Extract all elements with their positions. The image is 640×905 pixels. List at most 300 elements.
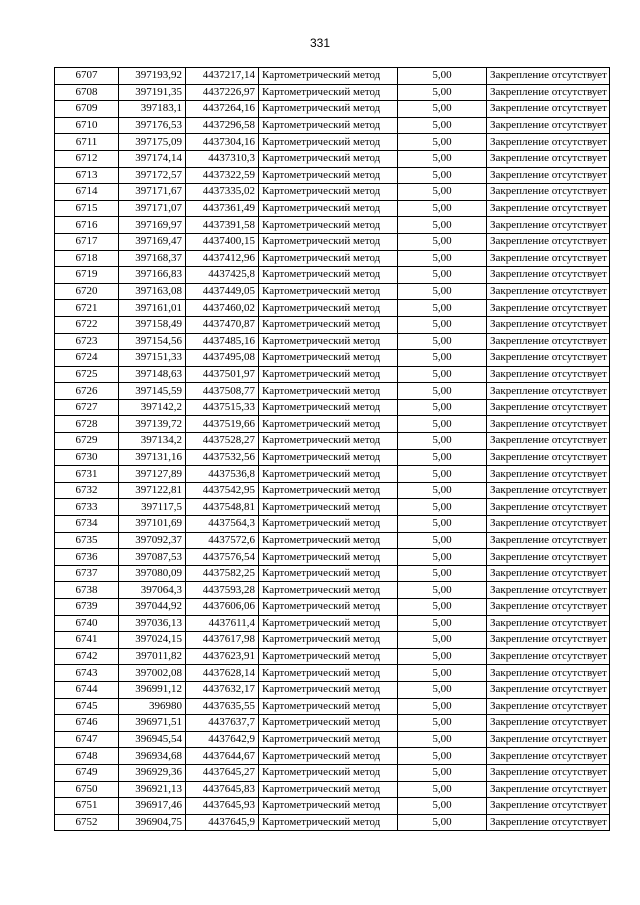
accuracy-cell: 5,00 [398, 731, 487, 748]
accuracy-cell: 5,00 [398, 565, 487, 582]
fixation-cell: Закрепление отсутствует [487, 565, 610, 582]
x-coordinate-cell: 397169,47 [119, 233, 186, 250]
method-cell: Картометрический метод [259, 781, 398, 798]
point-number-cell: 6725 [55, 366, 119, 383]
fixation-cell: Закрепление отсутствует [487, 748, 610, 765]
fixation-cell: Закрепление отсутствует [487, 449, 610, 466]
y-coordinate-cell: 4437485,16 [186, 333, 259, 350]
point-number-cell: 6746 [55, 715, 119, 732]
point-number-cell: 6751 [55, 798, 119, 815]
x-coordinate-cell: 397064,3 [119, 582, 186, 599]
y-coordinate-cell: 4437508,77 [186, 383, 259, 400]
fixation-cell: Закрепление отсутствует [487, 648, 610, 665]
method-cell: Картометрический метод [259, 648, 398, 665]
y-coordinate-cell: 4437572,6 [186, 532, 259, 549]
y-coordinate-cell: 4437645,93 [186, 798, 259, 815]
point-number-cell: 6718 [55, 250, 119, 267]
accuracy-cell: 5,00 [398, 300, 487, 317]
accuracy-cell: 5,00 [398, 68, 487, 85]
accuracy-cell: 5,00 [398, 516, 487, 533]
method-cell: Картометрический метод [259, 748, 398, 765]
method-cell: Картометрический метод [259, 681, 398, 698]
y-coordinate-cell: 4437310,3 [186, 150, 259, 167]
method-cell: Картометрический метод [259, 582, 398, 599]
x-coordinate-cell: 397193,92 [119, 68, 186, 85]
y-coordinate-cell: 4437536,8 [186, 466, 259, 483]
method-cell: Картометрический метод [259, 698, 398, 715]
table-row [55, 283, 610, 300]
fixation-cell: Закрепление отсутствует [487, 316, 610, 333]
fixation-cell: Закрепление отсутствует [487, 814, 610, 831]
y-coordinate-cell: 4437304,16 [186, 134, 259, 151]
accuracy-cell: 5,00 [398, 632, 487, 649]
point-number-cell: 6724 [55, 350, 119, 367]
point-number-cell: 6741 [55, 632, 119, 649]
y-coordinate-cell: 4437470,87 [186, 316, 259, 333]
accuracy-cell: 5,00 [398, 698, 487, 715]
y-coordinate-cell: 4437548,81 [186, 499, 259, 516]
fixation-cell: Закрепление отсутствует [487, 333, 610, 350]
y-coordinate-cell: 4437528,27 [186, 433, 259, 450]
point-number-cell: 6720 [55, 283, 119, 300]
fixation-cell: Закрепление отсутствует [487, 582, 610, 599]
x-coordinate-cell: 397176,53 [119, 117, 186, 134]
table-row [55, 416, 610, 433]
y-coordinate-cell: 4437637,7 [186, 715, 259, 732]
method-cell: Картометрический метод [259, 615, 398, 632]
point-number-cell: 6733 [55, 499, 119, 516]
method-cell: Картометрический метод [259, 267, 398, 284]
point-number-cell: 6747 [55, 731, 119, 748]
accuracy-cell: 5,00 [398, 549, 487, 566]
accuracy-cell: 5,00 [398, 599, 487, 616]
fixation-cell: Закрепление отсутствует [487, 681, 610, 698]
table-row [55, 582, 610, 599]
y-coordinate-cell: 4437632,17 [186, 681, 259, 698]
y-coordinate-cell: 4437449,05 [186, 283, 259, 300]
method-cell: Картометрический метод [259, 68, 398, 85]
x-coordinate-cell: 397080,09 [119, 565, 186, 582]
accuracy-cell: 5,00 [398, 333, 487, 350]
point-number-cell: 6738 [55, 582, 119, 599]
table-row [55, 466, 610, 483]
method-cell: Картометрический метод [259, 599, 398, 616]
point-number-cell: 6748 [55, 748, 119, 765]
point-number-cell: 6722 [55, 316, 119, 333]
accuracy-cell: 5,00 [398, 499, 487, 516]
point-number-cell: 6745 [55, 698, 119, 715]
fixation-cell: Закрепление отсутствует [487, 731, 610, 748]
x-coordinate-cell: 397183,1 [119, 101, 186, 118]
point-number-cell: 6713 [55, 167, 119, 184]
method-cell: Картометрический метод [259, 233, 398, 250]
fixation-cell: Закрепление отсутствует [487, 698, 610, 715]
y-coordinate-cell: 4437335,02 [186, 184, 259, 201]
table-row [55, 764, 610, 781]
fixation-cell: Закрепление отсутствует [487, 665, 610, 682]
fixation-cell: Закрепление отсутствует [487, 366, 610, 383]
x-coordinate-cell: 396991,12 [119, 681, 186, 698]
point-number-cell: 6749 [55, 764, 119, 781]
x-coordinate-cell: 397163,08 [119, 283, 186, 300]
x-coordinate-cell: 397024,15 [119, 632, 186, 649]
table-row [55, 150, 610, 167]
point-number-cell: 6723 [55, 333, 119, 350]
y-coordinate-cell: 4437322,59 [186, 167, 259, 184]
method-cell: Картометрический метод [259, 200, 398, 217]
x-coordinate-cell: 397161,01 [119, 300, 186, 317]
table-row [55, 482, 610, 499]
method-cell: Картометрический метод [259, 764, 398, 781]
method-cell: Картометрический метод [259, 184, 398, 201]
method-cell: Картометрический метод [259, 150, 398, 167]
table-row [55, 366, 610, 383]
fixation-cell: Закрепление отсутствует [487, 167, 610, 184]
method-cell: Картометрический метод [259, 565, 398, 582]
point-number-cell: 6737 [55, 565, 119, 582]
method-cell: Картометрический метод [259, 366, 398, 383]
accuracy-cell: 5,00 [398, 399, 487, 416]
y-coordinate-cell: 4437645,9 [186, 814, 259, 831]
y-coordinate-cell: 4437519,66 [186, 416, 259, 433]
accuracy-cell: 5,00 [398, 681, 487, 698]
table-row [55, 781, 610, 798]
table-row [55, 549, 610, 566]
table-row [55, 615, 610, 632]
y-coordinate-cell: 4437361,49 [186, 200, 259, 217]
x-coordinate-cell: 397166,83 [119, 267, 186, 284]
method-cell: Картометрический метод [259, 416, 398, 433]
x-coordinate-cell: 396980 [119, 698, 186, 715]
point-number-cell: 6742 [55, 648, 119, 665]
point-number-cell: 6712 [55, 150, 119, 167]
x-coordinate-cell: 397036,13 [119, 615, 186, 632]
fixation-cell: Закрепление отсутствует [487, 250, 610, 267]
table-row [55, 632, 610, 649]
accuracy-cell: 5,00 [398, 150, 487, 167]
table-row [55, 300, 610, 317]
method-cell: Картометрический метод [259, 665, 398, 682]
accuracy-cell: 5,00 [398, 449, 487, 466]
y-coordinate-cell: 4437582,25 [186, 565, 259, 582]
accuracy-cell: 5,00 [398, 433, 487, 450]
accuracy-cell: 5,00 [398, 798, 487, 815]
fixation-cell: Закрепление отсутствует [487, 781, 610, 798]
table-row [55, 200, 610, 217]
point-number-cell: 6750 [55, 781, 119, 798]
fixation-cell: Закрепление отсутствует [487, 350, 610, 367]
y-coordinate-cell: 4437495,08 [186, 350, 259, 367]
x-coordinate-cell: 397122,81 [119, 482, 186, 499]
accuracy-cell: 5,00 [398, 582, 487, 599]
fixation-cell: Закрепление отсутствует [487, 499, 610, 516]
x-coordinate-cell: 397127,89 [119, 466, 186, 483]
accuracy-cell: 5,00 [398, 665, 487, 682]
method-cell: Картометрический метод [259, 300, 398, 317]
method-cell: Картометрический метод [259, 101, 398, 118]
fixation-cell: Закрепление отсутствует [487, 300, 610, 317]
table-row [55, 233, 610, 250]
x-coordinate-cell: 397131,16 [119, 449, 186, 466]
table-row [55, 532, 610, 549]
y-coordinate-cell: 4437425,8 [186, 267, 259, 284]
table-row [55, 731, 610, 748]
y-coordinate-cell: 4437635,55 [186, 698, 259, 715]
x-coordinate-cell: 396945,54 [119, 731, 186, 748]
method-cell: Картометрический метод [259, 134, 398, 151]
method-cell: Картометрический метод [259, 84, 398, 101]
method-cell: Картометрический метод [259, 449, 398, 466]
fixation-cell: Закрепление отсутствует [487, 383, 610, 400]
table-row [55, 565, 610, 582]
method-cell: Картометрический метод [259, 283, 398, 300]
method-cell: Картометрический метод [259, 316, 398, 333]
accuracy-cell: 5,00 [398, 648, 487, 665]
fixation-cell: Закрепление отсутствует [487, 217, 610, 234]
fixation-cell: Закрепление отсутствует [487, 798, 610, 815]
accuracy-cell: 5,00 [398, 781, 487, 798]
fixation-cell: Закрепление отсутствует [487, 150, 610, 167]
x-coordinate-cell: 397168,37 [119, 250, 186, 267]
y-coordinate-cell: 4437217,14 [186, 68, 259, 85]
y-coordinate-cell: 4437460,02 [186, 300, 259, 317]
x-coordinate-cell: 397117,5 [119, 499, 186, 516]
point-number-cell: 6740 [55, 615, 119, 632]
y-coordinate-cell: 4437542,95 [186, 482, 259, 499]
point-number-cell: 6717 [55, 233, 119, 250]
y-coordinate-cell: 4437264,16 [186, 101, 259, 118]
table-row [55, 350, 610, 367]
method-cell: Картометрический метод [259, 350, 398, 367]
method-cell: Картометрический метод [259, 250, 398, 267]
fixation-cell: Закрепление отсутствует [487, 549, 610, 566]
table-row [55, 84, 610, 101]
fixation-cell: Закрепление отсутствует [487, 433, 610, 450]
fixation-cell: Закрепление отсутствует [487, 715, 610, 732]
method-cell: Картометрический метод [259, 217, 398, 234]
method-cell: Картометрический метод [259, 383, 398, 400]
method-cell: Картометрический метод [259, 499, 398, 516]
method-cell: Картометрический метод [259, 549, 398, 566]
table-row [55, 599, 610, 616]
x-coordinate-cell: 396934,68 [119, 748, 186, 765]
fixation-cell: Закрепление отсутствует [487, 200, 610, 217]
method-cell: Картометрический метод [259, 482, 398, 499]
table-row [55, 665, 610, 682]
fixation-cell: Закрепление отсутствует [487, 101, 610, 118]
fixation-cell: Закрепление отсутствует [487, 267, 610, 284]
table-row [55, 333, 610, 350]
y-coordinate-cell: 4437642,9 [186, 731, 259, 748]
fixation-cell: Закрепление отсутствует [487, 632, 610, 649]
table-row [55, 698, 610, 715]
point-number-cell: 6730 [55, 449, 119, 466]
fixation-cell: Закрепление отсутствует [487, 233, 610, 250]
point-number-cell: 6735 [55, 532, 119, 549]
y-coordinate-cell: 4437501,97 [186, 366, 259, 383]
fixation-cell: Закрепление отсутствует [487, 764, 610, 781]
table-row [55, 449, 610, 466]
table-body [55, 68, 610, 831]
accuracy-cell: 5,00 [398, 200, 487, 217]
point-number-cell: 6736 [55, 549, 119, 566]
table-row [55, 217, 610, 234]
method-cell: Картометрический метод [259, 333, 398, 350]
y-coordinate-cell: 4437645,83 [186, 781, 259, 798]
point-number-cell: 6708 [55, 84, 119, 101]
x-coordinate-cell: 397175,09 [119, 134, 186, 151]
y-coordinate-cell: 4437564,3 [186, 516, 259, 533]
point-number-cell: 6743 [55, 665, 119, 682]
method-cell: Картометрический метод [259, 433, 398, 450]
accuracy-cell: 5,00 [398, 134, 487, 151]
coordinates-table [54, 67, 610, 831]
y-coordinate-cell: 4437391,58 [186, 217, 259, 234]
accuracy-cell: 5,00 [398, 416, 487, 433]
method-cell: Картометрический метод [259, 466, 398, 483]
fixation-cell: Закрепление отсутствует [487, 68, 610, 85]
fixation-cell: Закрепление отсутствует [487, 466, 610, 483]
x-coordinate-cell: 397087,53 [119, 549, 186, 566]
accuracy-cell: 5,00 [398, 748, 487, 765]
method-cell: Картометрический метод [259, 632, 398, 649]
point-number-cell: 6714 [55, 184, 119, 201]
table-row [55, 814, 610, 831]
accuracy-cell: 5,00 [398, 350, 487, 367]
table-row [55, 316, 610, 333]
y-coordinate-cell: 4437644,67 [186, 748, 259, 765]
point-number-cell: 6731 [55, 466, 119, 483]
x-coordinate-cell: 397101,69 [119, 516, 186, 533]
x-coordinate-cell: 397145,59 [119, 383, 186, 400]
y-coordinate-cell: 4437412,96 [186, 250, 259, 267]
y-coordinate-cell: 4437611,4 [186, 615, 259, 632]
point-number-cell: 6707 [55, 68, 119, 85]
y-coordinate-cell: 4437617,98 [186, 632, 259, 649]
point-number-cell: 6719 [55, 267, 119, 284]
y-coordinate-cell: 4437628,14 [186, 665, 259, 682]
table-row [55, 134, 610, 151]
accuracy-cell: 5,00 [398, 482, 487, 499]
accuracy-cell: 5,00 [398, 84, 487, 101]
x-coordinate-cell: 397154,56 [119, 333, 186, 350]
x-coordinate-cell: 396904,75 [119, 814, 186, 831]
table-row [55, 117, 610, 134]
y-coordinate-cell: 4437623,91 [186, 648, 259, 665]
accuracy-cell: 5,00 [398, 814, 487, 831]
accuracy-cell: 5,00 [398, 233, 487, 250]
table-row [55, 499, 610, 516]
fixation-cell: Закрепление отсутствует [487, 134, 610, 151]
point-number-cell: 6729 [55, 433, 119, 450]
x-coordinate-cell: 397002,08 [119, 665, 186, 682]
table-row [55, 383, 610, 400]
accuracy-cell: 5,00 [398, 764, 487, 781]
point-number-cell: 6744 [55, 681, 119, 698]
point-number-cell: 6709 [55, 101, 119, 118]
fixation-cell: Закрепление отсутствует [487, 283, 610, 300]
method-cell: Картометрический метод [259, 516, 398, 533]
accuracy-cell: 5,00 [398, 615, 487, 632]
x-coordinate-cell: 397011,82 [119, 648, 186, 665]
table-row [55, 433, 610, 450]
y-coordinate-cell: 4437606,06 [186, 599, 259, 616]
point-number-cell: 6716 [55, 217, 119, 234]
fixation-cell: Закрепление отсутствует [487, 416, 610, 433]
fixation-cell: Закрепление отсутствует [487, 117, 610, 134]
x-coordinate-cell: 397092,37 [119, 532, 186, 549]
fixation-cell: Закрепление отсутствует [487, 399, 610, 416]
point-number-cell: 6728 [55, 416, 119, 433]
point-number-cell: 6752 [55, 814, 119, 831]
x-coordinate-cell: 397044,92 [119, 599, 186, 616]
x-coordinate-cell: 396921,13 [119, 781, 186, 798]
y-coordinate-cell: 4437593,28 [186, 582, 259, 599]
accuracy-cell: 5,00 [398, 715, 487, 732]
x-coordinate-cell: 397139,72 [119, 416, 186, 433]
method-cell: Картометрический метод [259, 117, 398, 134]
y-coordinate-cell: 4437645,27 [186, 764, 259, 781]
accuracy-cell: 5,00 [398, 316, 487, 333]
accuracy-cell: 5,00 [398, 267, 487, 284]
fixation-cell: Закрепление отсутствует [487, 482, 610, 499]
accuracy-cell: 5,00 [398, 250, 487, 267]
table-row [55, 748, 610, 765]
x-coordinate-cell: 397142,2 [119, 399, 186, 416]
point-number-cell: 6715 [55, 200, 119, 217]
table-row [55, 798, 610, 815]
table-row [55, 715, 610, 732]
x-coordinate-cell: 397174,14 [119, 150, 186, 167]
table-row [55, 250, 610, 267]
accuracy-cell: 5,00 [398, 217, 487, 234]
point-number-cell: 6734 [55, 516, 119, 533]
point-number-cell: 6710 [55, 117, 119, 134]
x-coordinate-cell: 396971,51 [119, 715, 186, 732]
accuracy-cell: 5,00 [398, 101, 487, 118]
x-coordinate-cell: 397134,2 [119, 433, 186, 450]
accuracy-cell: 5,00 [398, 466, 487, 483]
x-coordinate-cell: 397158,49 [119, 316, 186, 333]
point-number-cell: 6727 [55, 399, 119, 416]
table-row [55, 101, 610, 118]
x-coordinate-cell: 397172,57 [119, 167, 186, 184]
y-coordinate-cell: 4437226,97 [186, 84, 259, 101]
fixation-cell: Закрепление отсутствует [487, 532, 610, 549]
table-row [55, 399, 610, 416]
fixation-cell: Закрепление отсутствует [487, 184, 610, 201]
point-number-cell: 6732 [55, 482, 119, 499]
accuracy-cell: 5,00 [398, 117, 487, 134]
x-coordinate-cell: 397169,97 [119, 217, 186, 234]
table-row [55, 68, 610, 85]
table-row [55, 167, 610, 184]
method-cell: Картометрический метод [259, 399, 398, 416]
x-coordinate-cell: 397171,07 [119, 200, 186, 217]
method-cell: Картометрический метод [259, 798, 398, 815]
accuracy-cell: 5,00 [398, 283, 487, 300]
point-number-cell: 6721 [55, 300, 119, 317]
point-number-cell: 6711 [55, 134, 119, 151]
point-number-cell: 6739 [55, 599, 119, 616]
accuracy-cell: 5,00 [398, 366, 487, 383]
method-cell: Картометрический метод [259, 167, 398, 184]
x-coordinate-cell: 397171,67 [119, 184, 186, 201]
fixation-cell: Закрепление отсутствует [487, 516, 610, 533]
method-cell: Картометрический метод [259, 731, 398, 748]
table-row [55, 681, 610, 698]
y-coordinate-cell: 4437532,56 [186, 449, 259, 466]
